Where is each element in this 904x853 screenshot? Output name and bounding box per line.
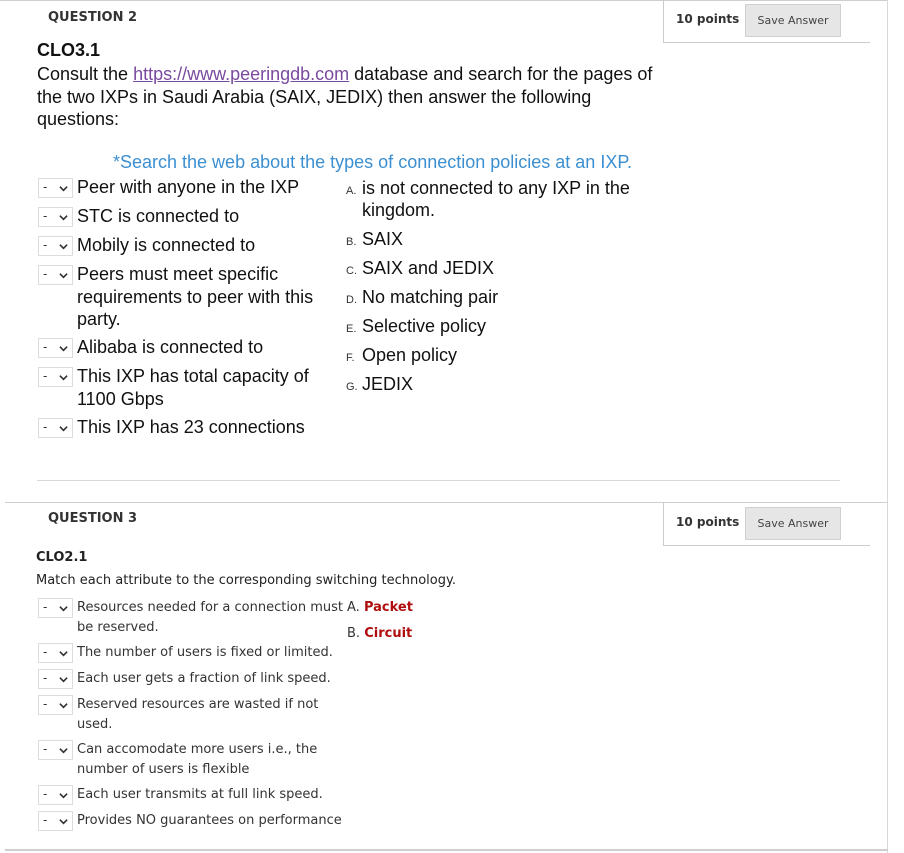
question-3-points: 10 points	[676, 515, 740, 529]
q2-premise-7: This IXP has 23 connections	[77, 417, 305, 437]
bottom-border	[5, 849, 888, 851]
q3-answer-a: A. Packet	[347, 600, 413, 615]
question-3-title: CLO2.1	[36, 550, 88, 565]
q2-premise-6: This IXP has total capacity of 1100 Gbps	[77, 366, 309, 409]
chevron-down-icon	[59, 675, 68, 684]
question-2-heading: QUESTION 2	[48, 10, 138, 25]
q2-answer-a: A. is not connected to any IXP in the kingdom.	[346, 178, 630, 220]
chevron-down-icon	[59, 213, 68, 222]
chevron-down-icon	[59, 184, 68, 193]
q2-premise-2: STC is connected to	[77, 206, 240, 226]
peeringdb-link[interactable]: https://www.peeringdb.com	[133, 64, 350, 84]
q3-premise-3: Each user gets a fraction of link speed.	[77, 671, 331, 686]
q2-premise-5-select[interactable]: -	[38, 338, 73, 358]
q3-premise-1: Resources needed for a connection must be reserved.	[77, 600, 344, 635]
q2-premise-7-select[interactable]: -	[38, 418, 73, 438]
question-3-intro: Match each attribute to the corresponding switching technology.	[36, 573, 456, 588]
question-2-intro: Consult the https://www.peeringdb.com database and search for the pages of the two IXPs in Saudi Arabia (SAIX, JEDIX) then answer the following questions:	[37, 64, 653, 129]
q2-premise-3: Mobily is connected to	[77, 235, 256, 255]
question-3-save-answer-button[interactable]: Save Answer	[745, 507, 841, 540]
question-2-points: 10 points	[676, 12, 740, 26]
q3-premise-2-select[interactable]: -	[38, 643, 73, 663]
question-2-save-answer-button[interactable]: Save Answer	[745, 4, 841, 37]
question-3-heading: QUESTION 3	[48, 511, 138, 526]
chevron-down-icon	[59, 344, 68, 353]
q2-premise-4-select[interactable]: -	[38, 265, 73, 285]
q3-premise-2: The number of users is fixed or limited.	[77, 645, 333, 660]
question-2-title: CLO3.1	[37, 40, 101, 60]
question-2-note: *Search the web about the types of connection policies at an IXP.	[113, 152, 633, 172]
q2-premise-1: Peer with anyone in the IXP	[77, 177, 300, 197]
q2-premise-3-select[interactable]: -	[38, 236, 73, 256]
q3-premise-6-select[interactable]: -	[38, 785, 73, 805]
chevron-down-icon	[59, 271, 68, 280]
q3-answer-b: B. Circuit	[347, 626, 413, 641]
chevron-down-icon	[59, 604, 68, 613]
q3-premise-7-select[interactable]: -	[38, 811, 73, 831]
chevron-down-icon	[59, 701, 68, 710]
q3-premise-4-select[interactable]: -	[38, 695, 73, 715]
chevron-down-icon	[59, 424, 68, 433]
q2-premise-4: Peers must meet specific requirements to peer with this party.	[77, 264, 314, 329]
q3-premise-5-select[interactable]: -	[38, 740, 73, 760]
chevron-down-icon	[59, 746, 68, 755]
chevron-down-icon	[59, 373, 68, 382]
q3-premise-1-select[interactable]: -	[38, 598, 73, 618]
question-2-divider	[37, 480, 840, 481]
question-3-points-box	[663, 503, 870, 546]
chevron-down-icon	[59, 791, 68, 800]
q3-premise-7: Provides NO guarantees on performance	[77, 813, 342, 828]
q2-premise-5: Alibaba is connected to	[77, 337, 264, 357]
q2-answer-e: E. Selective policy	[346, 316, 487, 336]
q2-answer-d: D. No matching pair	[346, 287, 499, 307]
chevron-down-icon	[59, 817, 68, 826]
q2-premise-1-select[interactable]: -	[38, 178, 73, 198]
q3-premise-3-select[interactable]: -	[38, 669, 73, 689]
q2-premise-6-select[interactable]: -	[38, 367, 73, 387]
q2-answer-g: G. JEDIX	[346, 374, 414, 394]
q3-premise-5: Can accomodate more users i.e., the number of users is flexible	[77, 742, 318, 777]
q2-answer-b: B. SAIX	[346, 229, 404, 249]
q2-answer-f: F. Open policy	[346, 345, 458, 365]
q2-premise-2-select[interactable]: -	[38, 207, 73, 227]
q3-premise-4: Reserved resources are wasted if not used.	[77, 697, 319, 732]
q2-answer-c: C. SAIX and JEDIX	[346, 258, 495, 278]
question-2-points-box	[663, 0, 870, 43]
q3-premise-6: Each user transmits at full link speed.	[77, 787, 323, 802]
right-border	[887, 0, 888, 853]
chevron-down-icon	[59, 649, 68, 658]
chevron-down-icon	[59, 242, 68, 251]
